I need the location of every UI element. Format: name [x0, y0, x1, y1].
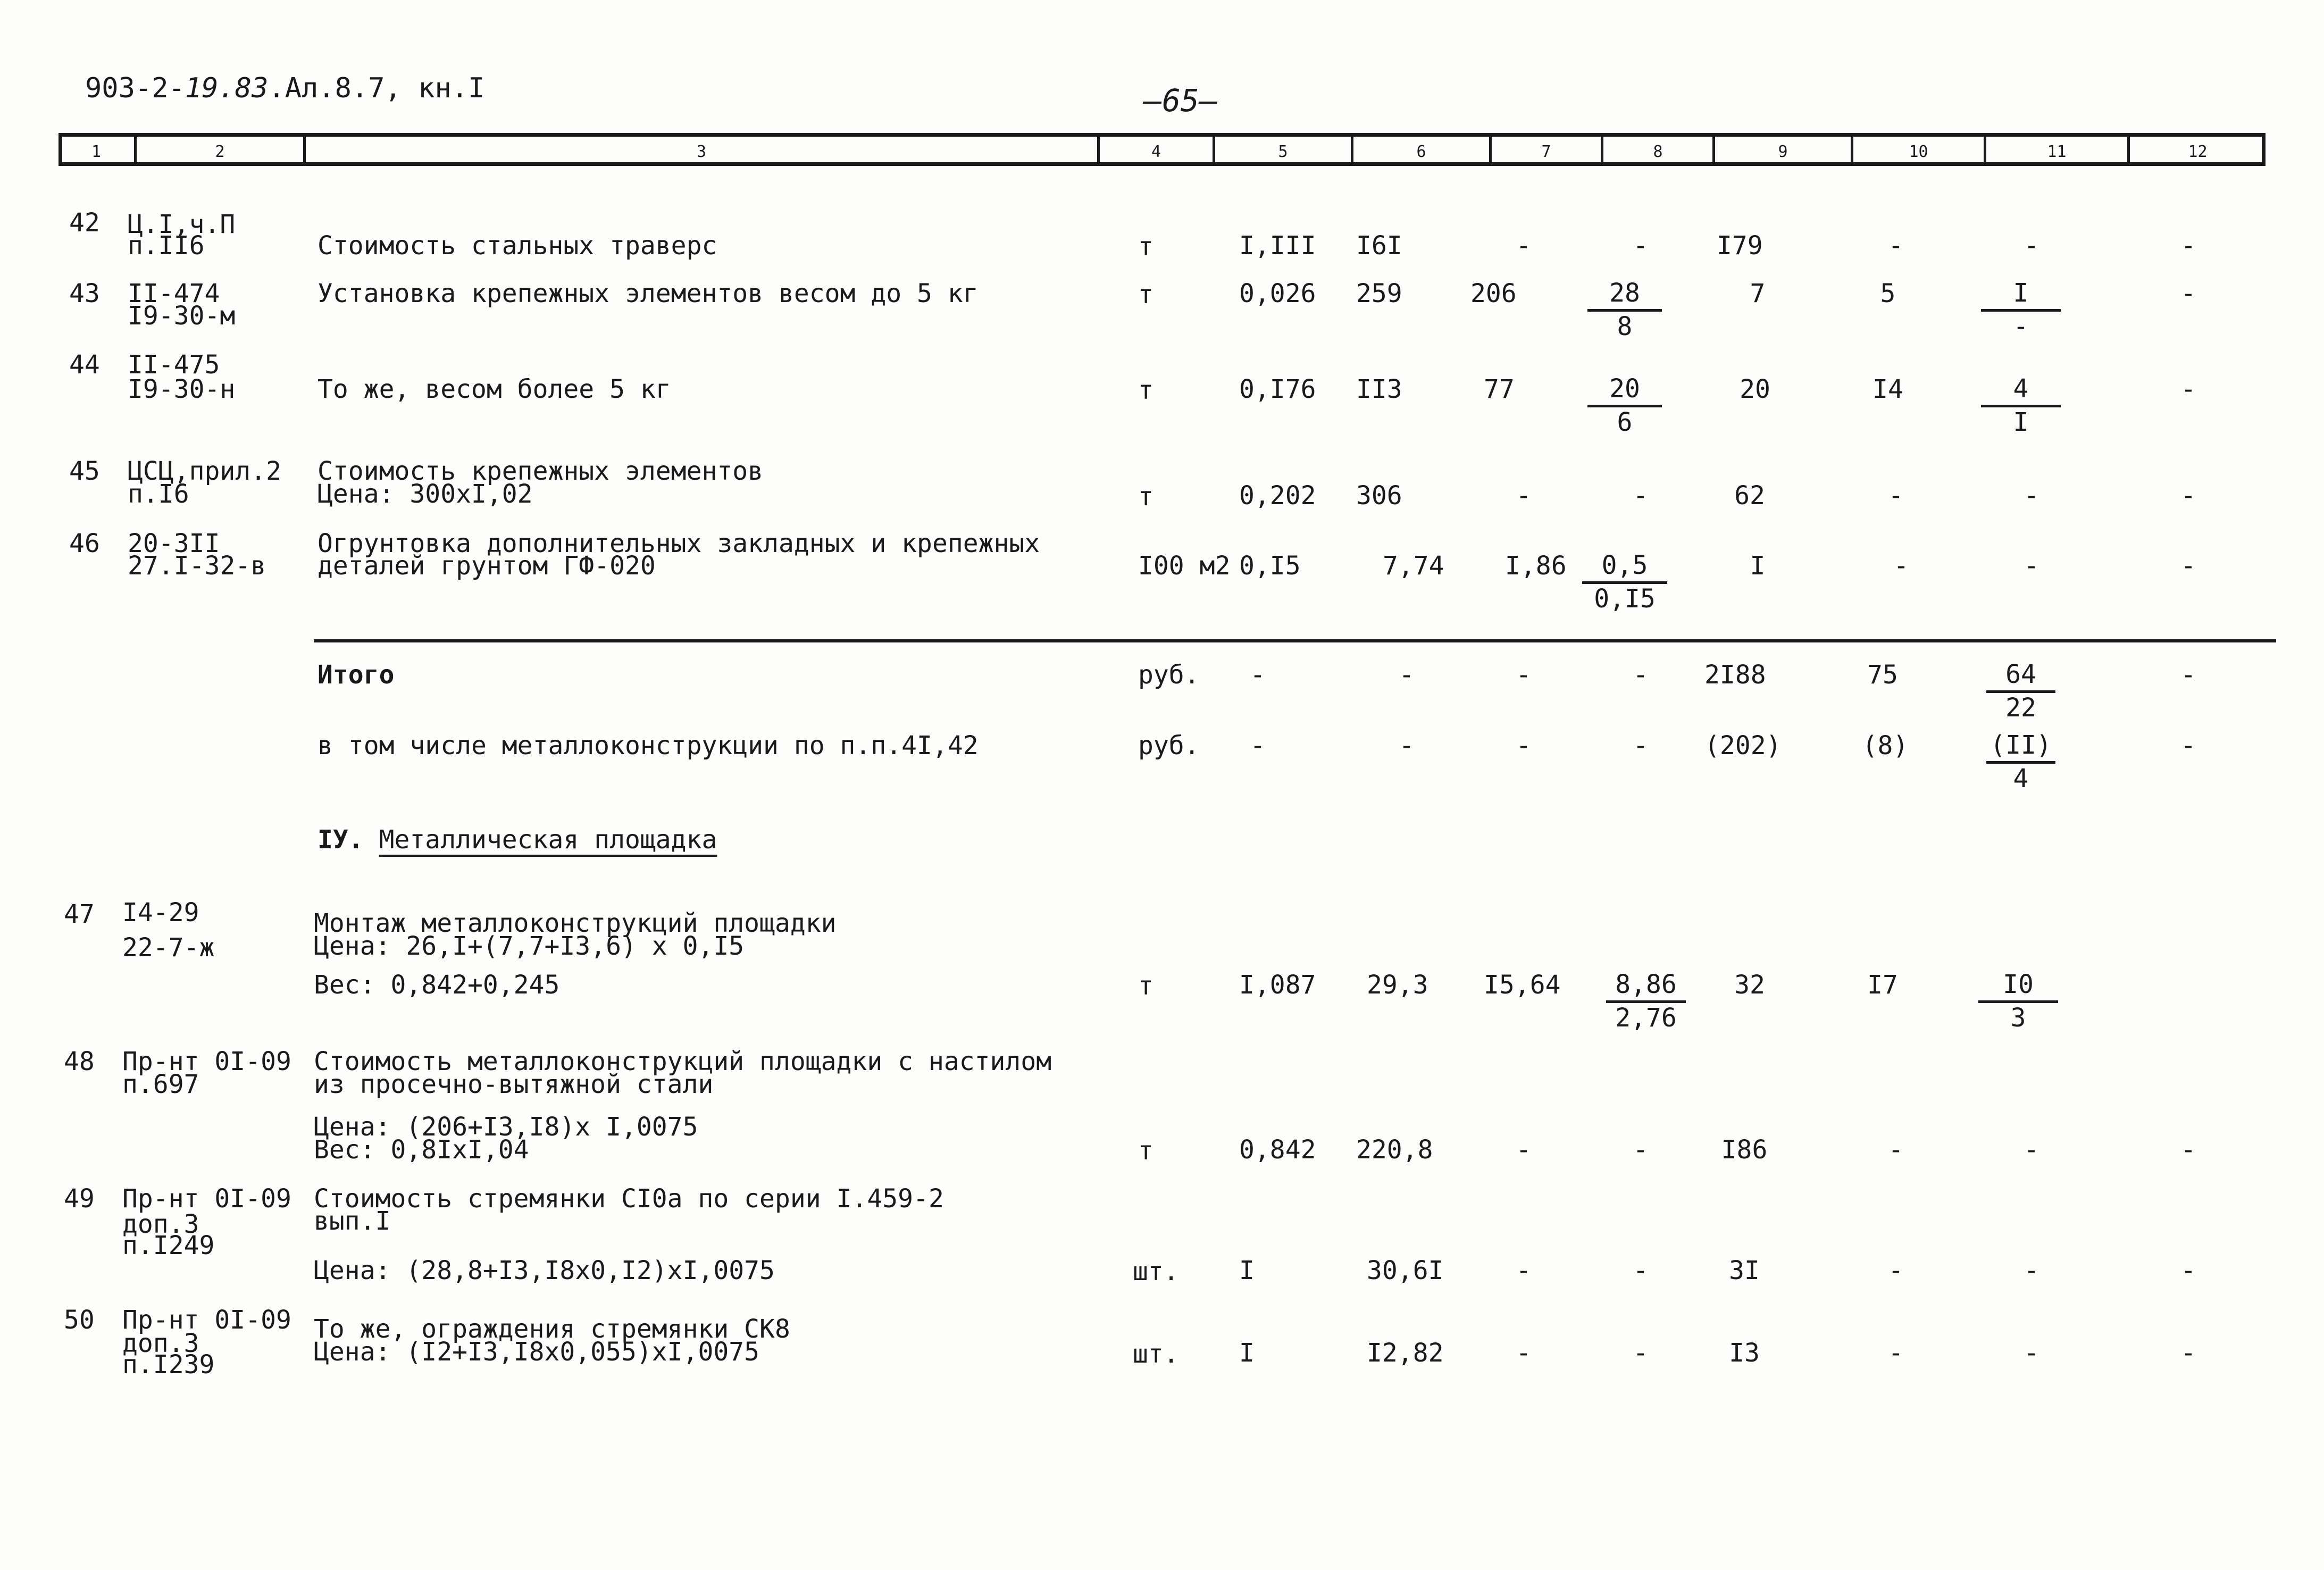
row-col8-fraction [1606, 971, 1686, 1033]
row-col10: - [1888, 481, 1904, 511]
row-col5: I,III [1239, 231, 1316, 261]
row-code-line3: п.I239 [122, 1350, 215, 1380]
column-number-5: 5 [1278, 143, 1288, 161]
row-col9: 62 [1734, 481, 1765, 511]
document-code [85, 74, 484, 102]
total-col12: - [2180, 660, 2196, 690]
row-code-line1: Пр-нт 0I-09 [122, 1047, 291, 1076]
row-col7: - [1516, 1256, 1532, 1285]
row-col10: - [1888, 1135, 1904, 1165]
row-code-line1: II-475 [128, 350, 220, 380]
column-number-8: 8 [1653, 143, 1663, 161]
row-col5: I [1239, 1256, 1255, 1285]
fraction-numerator: I0 [1978, 971, 2058, 1003]
row-number: 46 [69, 529, 100, 558]
row-unit: т [1138, 971, 1153, 1001]
row-col6: 29,3 [1367, 970, 1428, 1000]
row-col11: - [2024, 481, 2039, 511]
row-code-line2: 22-7-ж [122, 933, 215, 963]
row-description-line2: Цена: (I2+I3,I8х0,055)хI,0075 [314, 1337, 760, 1367]
row-code-line1: II-474 [128, 279, 220, 308]
row-col11-fraction [1981, 279, 2061, 341]
row-col12: - [2180, 374, 2196, 404]
fraction-denominator: - [2013, 312, 2029, 341]
doc-code-prefix: 903-2- [85, 72, 185, 104]
row-col9: 20 [1740, 374, 1770, 404]
row-col7: - [1516, 1338, 1532, 1368]
including-col12: - [2180, 731, 2196, 761]
row-col11: - [2024, 1256, 2039, 1285]
row-code-line2: I9-30-н [128, 374, 236, 404]
row-col5: 0,I5 [1239, 551, 1301, 581]
row-unit: т [1138, 280, 1153, 310]
row-description-line1: То же, ограждения стремянки СК8 [314, 1314, 790, 1344]
fraction-numerator: 20 [1587, 375, 1662, 407]
row-col7: I,86 [1505, 551, 1567, 581]
row-col12: - [2180, 481, 2196, 511]
row-col10: - [1888, 1256, 1904, 1285]
fraction-denominator: 3 [2010, 1003, 2026, 1033]
row-col8-fraction [1587, 375, 1662, 437]
doc-code-suffix: .Ал.8.7, кн.I [268, 72, 485, 104]
row-unit: шт. [1133, 1339, 1179, 1369]
fraction-denominator: 22 [2005, 693, 2036, 723]
column-number-12: 12 [2188, 143, 2208, 161]
total-col11-fraction [1986, 661, 2055, 723]
row-col5: I [1239, 1338, 1255, 1368]
row-col8: - [1633, 1256, 1649, 1285]
fraction-numerator: 8,86 [1606, 971, 1686, 1003]
fraction-denominator: 6 [1617, 407, 1633, 437]
row-description-line1: Стоимость крепежных элементов [317, 456, 764, 486]
row-col11: - [2024, 1135, 2039, 1165]
row-col11: - [2024, 1338, 2039, 1368]
row-col6: 220,8 [1356, 1135, 1433, 1165]
row-number: 50 [64, 1305, 95, 1335]
row-unit: шт. [1133, 1257, 1179, 1287]
total-col6: - [1399, 660, 1415, 690]
row-col6: 259 [1356, 279, 1402, 308]
row-col10: I7 [1867, 970, 1898, 1000]
row-description-line1: Монтаж металлоконструкций площадки [314, 908, 837, 938]
row-col9: 3I [1729, 1256, 1760, 1285]
row-code-line1: ЦСЦ,прил.2 [128, 456, 281, 486]
row-code-line2: доп.3 [122, 1329, 199, 1358]
row-col12: - [2180, 1338, 2196, 1368]
row-unit: т [1138, 375, 1153, 405]
row-col5: I,087 [1239, 970, 1316, 1000]
row-col11: - [2024, 231, 2039, 261]
row-col12: - [2180, 231, 2196, 261]
including-col8: - [1633, 731, 1649, 761]
row-description-line2: из просечно-вытяжной стали [314, 1070, 714, 1099]
row-col11-fraction [1981, 375, 2061, 437]
including-col5: - [1250, 731, 1266, 761]
row-col9: I86 [1721, 1135, 1768, 1165]
row-description-line3: Цена: (206+I3,I8)х I,0075 [314, 1112, 698, 1142]
row-description-line2: вып.I [314, 1206, 391, 1236]
column-number-1: 1 [91, 143, 102, 161]
total-unit: руб. [1138, 660, 1200, 690]
row-code-line1: Пр-нт 0I-09 [122, 1184, 291, 1214]
row-col11-fraction [1978, 971, 2058, 1033]
row-number: 45 [69, 456, 100, 486]
row-number: 43 [69, 279, 100, 308]
row-col9: I79 [1717, 231, 1763, 261]
row-description-line3: Цена: (28,8+I3,I8х0,I2)хI,0075 [314, 1256, 775, 1285]
row-col6: II3 [1356, 374, 1402, 404]
row-col8: - [1633, 1135, 1649, 1165]
row-unit: I00 м2 [1138, 551, 1231, 581]
row-col12: - [2180, 551, 2196, 581]
row-col6: 30,6I [1367, 1256, 1444, 1285]
fraction-denominator: 8 [1617, 312, 1633, 341]
total-col10: 75 [1867, 660, 1898, 690]
total-col9: 2I88 [1704, 660, 1766, 690]
row-col9: I [1750, 551, 1766, 581]
row-col11: - [2024, 551, 2039, 581]
row-col8-fraction [1587, 279, 1662, 341]
row-col10: - [1888, 231, 1904, 261]
column-number-4: 4 [1151, 143, 1161, 161]
column-number-3: 3 [696, 143, 707, 161]
row-code-line1: 20-3II [128, 529, 220, 558]
including-col7: - [1516, 731, 1532, 761]
row-col9: 32 [1734, 970, 1765, 1000]
row-col10: 5 [1880, 279, 1896, 308]
row-col10: I4 [1872, 374, 1903, 404]
including-col11-fraction [1986, 731, 2055, 794]
row-col6: I2,82 [1367, 1338, 1444, 1368]
row-col7: - [1516, 1135, 1532, 1165]
row-col8: - [1633, 231, 1649, 261]
total-col5: - [1250, 660, 1266, 690]
row-col7: - [1516, 481, 1532, 511]
row-code-line2: п.697 [122, 1070, 199, 1099]
row-unit: т [1138, 482, 1153, 512]
section-roman: IУ. [317, 825, 364, 855]
row-col7: 77 [1484, 374, 1515, 404]
row-col7: 206 [1470, 279, 1517, 308]
section-heading [317, 827, 717, 853]
total-col7: - [1516, 660, 1532, 690]
row-col7: I5,64 [1484, 970, 1561, 1000]
row-code-line2: п.I6 [128, 479, 189, 509]
fraction-denominator: 0,I5 [1594, 584, 1656, 614]
row-code-line1: Ц.I,ч.П [128, 210, 236, 239]
row-col10: - [1888, 1338, 1904, 1368]
row-code-line2: 27.I-32-в [128, 551, 266, 581]
total-col8: - [1633, 660, 1649, 690]
fraction-numerator: 28 [1587, 279, 1662, 312]
row-description-line2: деталей грунтом ГФ-020 [317, 551, 656, 581]
row-number: 49 [64, 1184, 95, 1214]
row-unit: т [1138, 1136, 1153, 1166]
column-number-9: 9 [1778, 143, 1788, 161]
column-number-11: 11 [2047, 143, 2067, 161]
page-number [1127, 82, 1234, 119]
row-number: 47 [64, 899, 95, 929]
page-number-value: 65 [1162, 82, 1199, 119]
row-col12: - [2180, 279, 2196, 308]
total-separator-line [314, 639, 2276, 642]
row-col6: 306 [1356, 481, 1402, 511]
row-code-line3: п.I249 [122, 1231, 215, 1260]
row-col5: 0,026 [1239, 279, 1316, 308]
column-number-10: 10 [1909, 143, 1928, 161]
including-col9: (202) [1704, 731, 1782, 761]
doc-code-handwritten: 19.83 [185, 72, 269, 104]
row-description: Установка крепежных элементов весом до 5 кг [317, 279, 979, 308]
section-title: Металлическая площадка [379, 825, 717, 855]
row-col12: - [2180, 1256, 2196, 1285]
row-col6: I6I [1356, 231, 1402, 261]
row-unit: т [1138, 232, 1153, 262]
row-code-line2: доп.3 [122, 1209, 199, 1239]
fraction-numerator: I [1981, 279, 2061, 312]
row-col8: - [1633, 1338, 1649, 1368]
row-code-line1: Пр-нт 0I-09 [122, 1305, 291, 1335]
row-col8: - [1633, 481, 1649, 511]
row-number: 48 [64, 1047, 95, 1076]
fraction-numerator: (II) [1986, 731, 2055, 764]
fraction-numerator: 4 [1981, 375, 2061, 407]
fraction-numerator: 64 [1986, 661, 2055, 693]
row-col12: - [2180, 1135, 2196, 1165]
page-number-dash-right: — [1199, 82, 1218, 119]
including-col10: (8) [1862, 731, 1909, 761]
row-description-line1: Стоимость металлоконструкций площадки с настилом [314, 1047, 1052, 1076]
row-code-line2: I9-30-м [128, 301, 236, 331]
row-number: 42 [69, 208, 100, 238]
including-label: в том числе металлоконструкции по п.п.4I,42 [317, 731, 979, 761]
fraction-denominator: I [2013, 407, 2029, 437]
row-description-line2: Цена: 26,I+(7,7+I3,6) х 0,I5 [314, 931, 745, 961]
fraction-denominator: 2,76 [1615, 1003, 1677, 1033]
row-col5: 0,202 [1239, 481, 1316, 511]
row-description-line3: Вес: 0,842+0,245 [314, 970, 560, 1000]
row-description-line2: Цена: 300хI,02 [317, 479, 533, 509]
row-description-line1: Огрунтовка дополнительных закладных и крепежных [317, 529, 1040, 558]
row-description: То же, весом более 5 кг [317, 374, 671, 404]
row-col9: 7 [1750, 279, 1766, 308]
row-description-line4: Вес: 0,8IхI,04 [314, 1135, 529, 1165]
row-number: 44 [69, 350, 100, 380]
total-label: Итого [317, 660, 395, 690]
row-col9: I3 [1729, 1338, 1760, 1368]
row-description-line1: Стоимость стремянки СI0а по серии I.459-2 [314, 1184, 944, 1214]
row-code-line1: I4-29 [122, 898, 199, 928]
row-description: Стоимость стальных траверс [317, 231, 717, 261]
row-col8-fraction [1582, 552, 1667, 614]
row-code-line2: п.II6 [128, 231, 205, 261]
including-col6: - [1399, 731, 1415, 761]
column-number-7: 7 [1541, 143, 1551, 161]
row-col5: 0,I76 [1239, 374, 1316, 404]
including-unit: руб. [1138, 731, 1200, 761]
row-col7: - [1516, 231, 1532, 261]
row-col5: 0,842 [1239, 1135, 1316, 1165]
page-number-dash-left: — [1143, 82, 1163, 119]
row-col6: 7,74 [1383, 551, 1444, 581]
column-number-2: 2 [215, 143, 225, 161]
row-col10: - [1893, 551, 1909, 581]
fraction-denominator: 4 [2013, 764, 2029, 794]
fraction-numerator: 0,5 [1582, 552, 1667, 584]
column-number-6: 6 [1416, 143, 1426, 161]
